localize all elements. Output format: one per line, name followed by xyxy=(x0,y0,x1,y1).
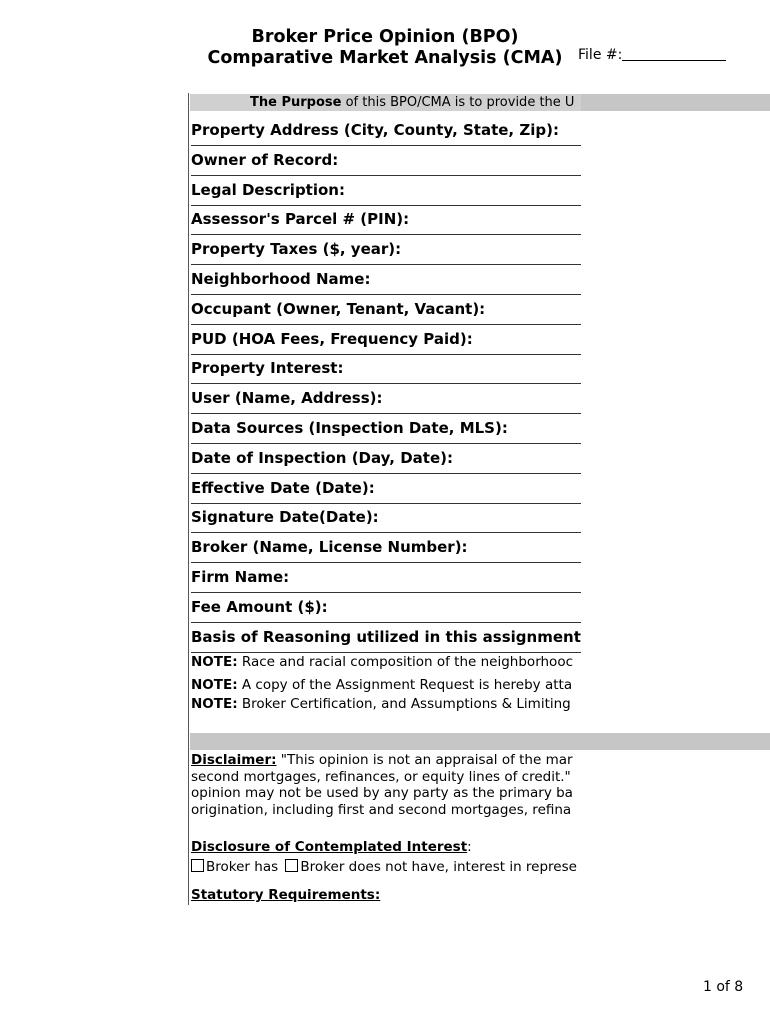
purpose-text: of this BPO/CMA is to provide the U xyxy=(341,95,575,110)
form-field-row[interactable]: Occupant (Owner, Tenant, Vacant): xyxy=(191,295,581,325)
form-field-row[interactable]: User (Name, Address): xyxy=(191,384,581,414)
statutory-heading: Statutory Requirements: xyxy=(191,887,381,903)
form-field-row[interactable]: Neighborhood Name: xyxy=(191,265,581,295)
form-field-row[interactable]: Owner of Record: xyxy=(191,146,581,176)
purpose-statement xyxy=(190,94,581,111)
disclosure-heading: Disclosure of Contemplated Interest: xyxy=(191,839,472,855)
form-field-row[interactable]: Signature Date(Date): xyxy=(191,503,581,533)
disclaimer-label: Disclaimer: xyxy=(191,752,277,768)
form-field-row[interactable]: Property Taxes ($, year): xyxy=(191,235,581,265)
form-field-row[interactable]: Property Address (City, County, State, Zip): xyxy=(191,116,581,146)
form-field-row[interactable]: Data Sources (Inspection Date, MLS): xyxy=(191,414,581,444)
broker-does-not-have-label: Broker does not have, interest in represe xyxy=(300,859,577,875)
broker-does-not-have-checkbox[interactable] xyxy=(285,859,298,872)
broker-has-checkbox[interactable] xyxy=(191,859,204,872)
form-field-row[interactable]: Basis of Reasoning utilized in this assignment xyxy=(191,623,581,653)
broker-has-label: Broker has xyxy=(206,859,279,875)
page-number: 1 of 8 xyxy=(703,979,744,995)
purpose-label: The Purpose xyxy=(250,95,342,110)
disclaimer: Disclaimer: "This opinion is not an appraisal of the mar second mortgages, refinances, or equity lines of credit." opinion may not be used by any party as the primary ba origination, including first and second mortgages, refina xyxy=(191,752,573,818)
form-field-row[interactable]: Date of Inspection (Day, Date): xyxy=(191,444,581,474)
file-number xyxy=(578,46,726,63)
bpo-form xyxy=(188,93,770,905)
note-race: NOTE: Race and racial composition of the neighborhooc xyxy=(191,654,573,670)
form-field-row[interactable]: Property Interest: xyxy=(191,354,581,384)
disclosure-options xyxy=(191,859,581,876)
form-field-row[interactable]: Effective Date (Date): xyxy=(191,474,581,504)
form-field-row[interactable]: Fee Amount ($): xyxy=(191,593,581,623)
title-line-2: Comparative Market Analysis (CMA) xyxy=(207,48,563,68)
file-number-label: File #: xyxy=(578,47,623,63)
note-broker-certification: NOTE: Broker Certification, and Assumptions & Limiting xyxy=(191,696,571,712)
form-field-row[interactable]: PUD (HOA Fees, Frequency Paid): xyxy=(191,325,581,355)
file-number-field[interactable] xyxy=(622,46,726,61)
section-divider-band xyxy=(190,733,770,750)
form-field-row[interactable]: Assessor's Parcel # (PIN): xyxy=(191,205,581,235)
title-line-1: Broker Price Opinion (BPO) xyxy=(251,27,519,47)
form-field-row[interactable]: Firm Name: xyxy=(191,563,581,593)
note-assignment-request: NOTE: A copy of the Assignment Request is hereby atta xyxy=(191,677,573,693)
form-field-row[interactable]: Broker (Name, License Number): xyxy=(191,533,581,563)
form-field-row[interactable]: Legal Description: xyxy=(191,176,581,206)
